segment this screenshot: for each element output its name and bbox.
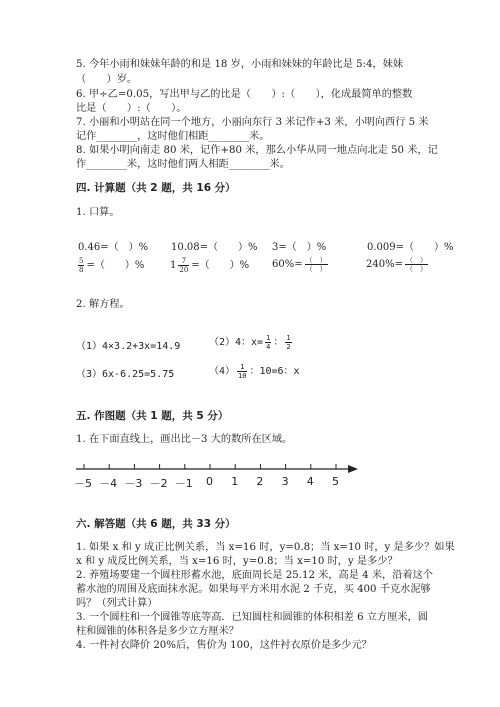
oral-calc-1: 0.46=（ ）% xyxy=(78,242,149,253)
q8-line2: 作________米，这时他们两人相距________米。 xyxy=(76,159,290,170)
fraction: $\frac{1}{4}$ xyxy=(266,333,271,351)
q7-line1: 7. 小丽和小明站在同一个地方，小丽向东行 3 米记作+3 米，小明向西行 5 米 xyxy=(76,117,429,128)
number-line-tick-label: 0 xyxy=(206,475,213,488)
fraction: $\frac{7}{20}$ xyxy=(179,257,189,274)
oral-calc-8: 240%= $\frac{( )}{( )}$ xyxy=(366,256,427,273)
equation-1: （1）4×3.2+3x=14.9 xyxy=(76,341,181,352)
answer-q2-line2: 蓄水池的周围及底面抹水泥。如果每平方米用水泥 2 千克，买 400 千克水泥够 xyxy=(76,584,431,595)
section4-q2: 2. 解方程。 xyxy=(76,299,130,310)
fraction: $\frac{1}{2}$ xyxy=(286,333,291,351)
number-line-tick-label: －2 xyxy=(149,477,168,490)
number-line-tick-label: －3 xyxy=(124,477,143,490)
equation-3: （3）6x-6.25=5.75 xyxy=(76,369,175,380)
section5-title: 五. 作图题（共 1 题，共 5 分） xyxy=(76,410,229,422)
answer-q1-line2: x 和 y 成反比例关系，当 x=16 时，y=0.8；当 x=10 时，y 是多少？ xyxy=(76,556,398,567)
answer-q2-line1: 2. 养殖场要建一个圆柱形蓄水池，底面周长是 25.12 米，高是 4 米，沿着这个 xyxy=(76,570,433,581)
q5-line1: 5. 今年小雨和妹妹年龄的和是 18 岁，小雨和妹妹的年龄比是 5:4，妹妹 xyxy=(76,59,404,70)
section4-title: 四. 计算题（共 2 题，共 16 分） xyxy=(76,182,236,194)
number-line-tick-label: 2 xyxy=(256,475,264,488)
number-line-tick-label: 1 xyxy=(231,475,239,488)
oral-calc-6: 1 $\frac{7}{20}$ =（ ）% xyxy=(170,257,250,274)
oral-calc-3: 3=（ ）% xyxy=(272,242,327,253)
oral-calc-4: 0.009=（ ）% xyxy=(367,242,454,253)
fraction: $\frac{( )}{( )}$ xyxy=(405,256,427,273)
q6-line1: 6. 甲÷乙=0.05，写出甲与乙的比是（ ）:（ ），化成最简单的整数 xyxy=(76,89,413,100)
answer-q3-line1: 3. 一个圆柱和一个圆锥等底等高．已知圆柱和圆锥的体积相差 6 立方厘米，圆 xyxy=(76,612,428,623)
oral-calc-2: 10.08=（ ）% xyxy=(171,242,258,253)
number-line-tick-label: －1 xyxy=(174,477,193,490)
fraction: $\frac{( )}{( )}$ xyxy=(305,256,327,273)
answer-q2-line3: 吗？（列式计算） xyxy=(76,598,158,609)
number-line-tick-label: 5 xyxy=(332,475,339,488)
q8-line1: 8. 如果小明向南走 80 米，记作+80 米，那么小华从同一地点向北走 50 米，记 xyxy=(76,145,438,156)
section4-q1: 1. 口算。 xyxy=(76,207,120,218)
section5-q1: 1. 在下面直线上，画出比－3 大的数所在区域。 xyxy=(76,434,293,445)
fraction: $\frac{5}{8}$ xyxy=(79,257,84,274)
number-line-tick-label: －5 xyxy=(74,477,92,490)
fraction: $\frac{1}{10}$ xyxy=(238,362,247,380)
number-line-tick-label: 4 xyxy=(306,475,314,488)
q6-line2: 比是（ ）:（ ）。 xyxy=(76,103,187,114)
equation-2: （2）4：x= $\frac{1}{4}$ ： $\frac{1}{2}$ xyxy=(209,333,291,351)
oral-calc-5: $\frac{5}{8}$ =（ ）% xyxy=(79,257,145,274)
q5-line2: （ ）岁。 xyxy=(76,74,138,85)
number-line-tick-label: －4 xyxy=(99,477,118,490)
number-line-tick-label: 3 xyxy=(281,475,289,488)
answer-q3-line2: 柱和圆锥的体积各是多少立方厘米？ xyxy=(76,626,239,637)
arrow-right-icon xyxy=(348,465,358,473)
answer-q1-line1: 1. 如果 x 和 y 成正比例关系，当 x=16 时，y=0.8；当 x=10 时，y 是多少？如果 xyxy=(76,542,455,553)
equation-4: （4） $\frac{1}{10}$ ：10=6：x xyxy=(209,362,300,380)
section6-title: 六. 解答题（共 6 题，共 33 分） xyxy=(76,518,236,530)
oral-calc-7: 60%= $\frac{( )}{( )}$ xyxy=(272,256,327,273)
answer-q4: 4. 一件衬衣降价 20%后，售价为 100，这件衬衣原价是多少元？ xyxy=(76,640,372,651)
q7-line2: 记作________，这时他们相距________米。 xyxy=(76,131,270,142)
